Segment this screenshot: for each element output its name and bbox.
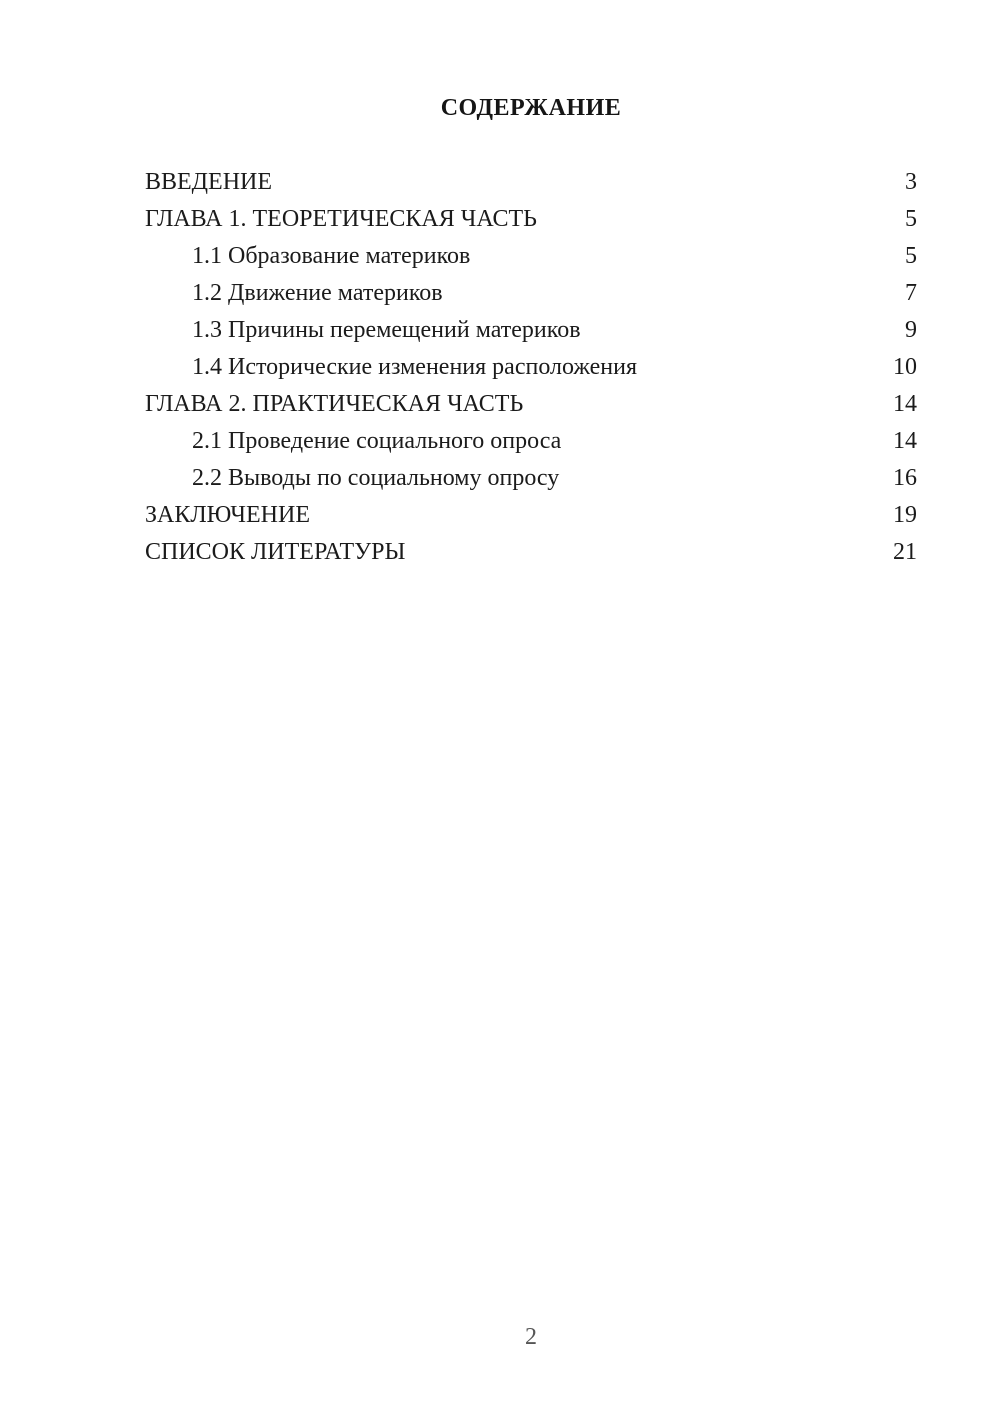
toc-entry-page: 5 (905, 206, 917, 232)
table-of-contents (145, 164, 917, 571)
toc-row (145, 534, 917, 571)
toc-entry-label: ЗАКЛЮЧЕНИЕ (145, 502, 310, 528)
toc-row (145, 312, 917, 349)
toc-entry-label: 1.2 Движение материков (192, 280, 443, 306)
toc-entry-page: 19 (893, 502, 917, 528)
toc-entry-page: 5 (905, 243, 917, 269)
toc-entry-label: СПИСОК ЛИТЕРАТУРЫ (145, 539, 406, 565)
toc-row (145, 386, 917, 423)
toc-row (145, 275, 917, 312)
toc-row (145, 497, 917, 534)
toc-entry-label: 1.1 Образование материков (192, 243, 471, 269)
toc-entry-label: 2.1 Проведение социального опроса (192, 428, 562, 454)
toc-entry-page: 7 (905, 280, 917, 306)
toc-entry-label: ГЛАВА 2. ПРАКТИЧЕСКАЯ ЧАСТЬ (145, 391, 524, 417)
toc-entry-label: 1.3 Причины перемещений материков (192, 317, 581, 343)
toc-row (145, 423, 917, 460)
toc-row (145, 164, 917, 201)
toc-entry-page: 14 (893, 391, 917, 417)
page-title: СОДЕРЖАНИЕ (440, 95, 622, 121)
toc-entry-label: ВВЕДЕНИЕ (145, 169, 273, 195)
toc-row (145, 238, 917, 275)
page-content (145, 0, 917, 571)
toc-entry-page: 21 (893, 539, 917, 565)
toc-entry-page: 16 (893, 465, 917, 491)
toc-entry-page: 14 (893, 428, 917, 454)
toc-entry-label: 1.4 Исторические изменения расположения (192, 354, 638, 380)
toc-row (145, 349, 917, 386)
footer-page-number: 2 (525, 1324, 537, 1350)
toc-entry-page: 3 (905, 169, 917, 195)
toc-entry-page: 9 (905, 317, 917, 343)
toc-entry-label: ГЛАВА 1. ТЕОРЕТИЧЕСКАЯ ЧАСТЬ (145, 206, 537, 232)
toc-entry-page: 10 (893, 354, 917, 380)
toc-row (145, 460, 917, 497)
toc-entry-label: 2.2 Выводы по социальному опросу (192, 465, 560, 491)
toc-row (145, 201, 917, 238)
